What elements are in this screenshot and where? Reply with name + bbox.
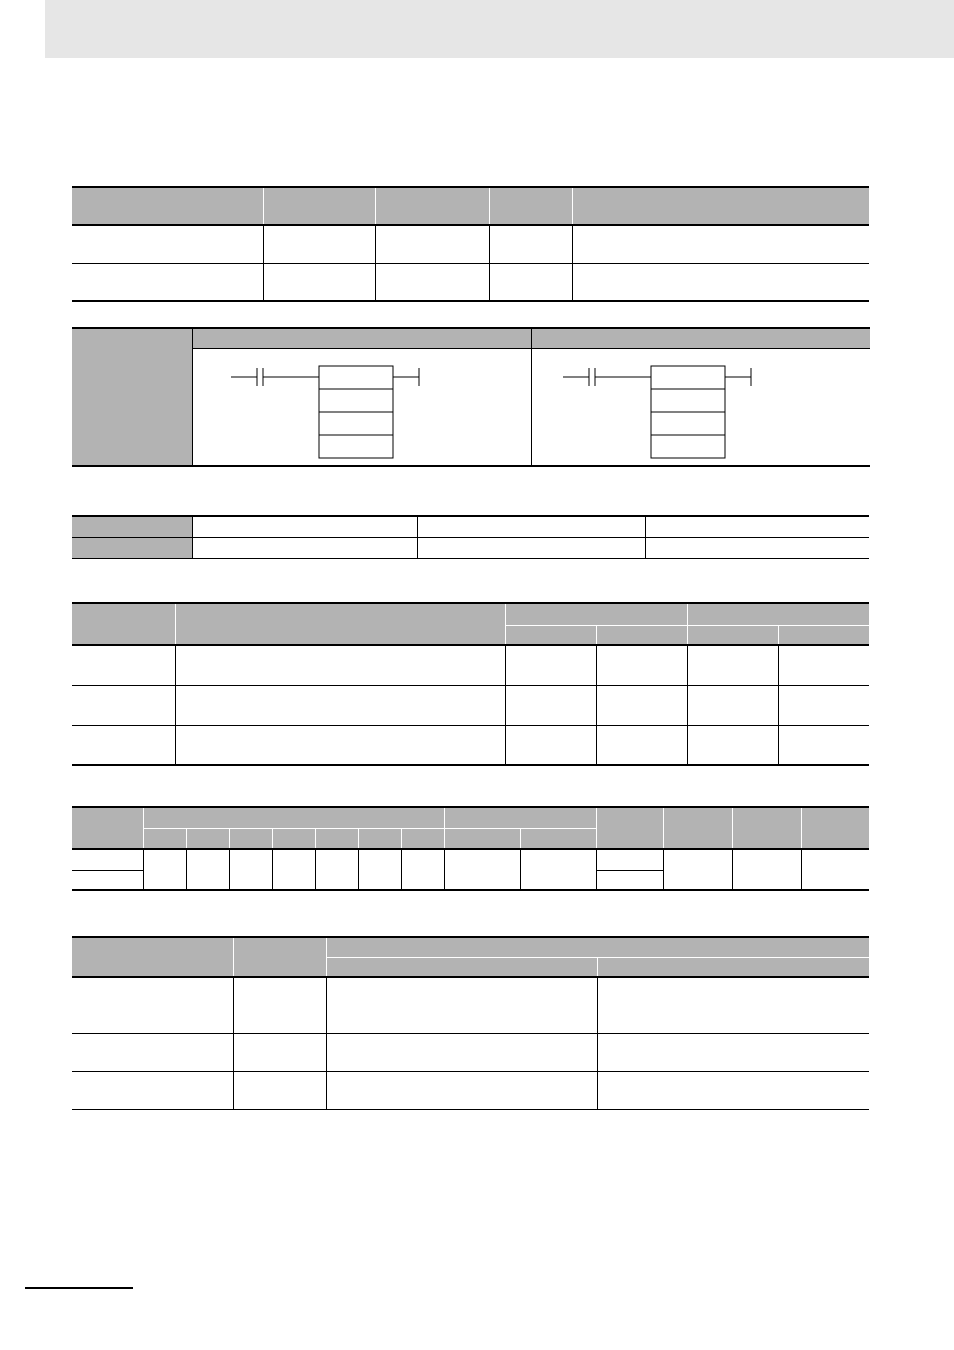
table-cell <box>597 977 869 1033</box>
table-cell <box>233 1071 326 1109</box>
table-row <box>72 725 869 765</box>
header-cell <box>687 603 869 625</box>
header-cell <box>358 828 401 849</box>
header-cell <box>72 937 233 977</box>
header-cell <box>272 828 315 849</box>
table-cell <box>229 849 272 890</box>
table-cell <box>175 685 505 725</box>
table-cell <box>272 849 315 890</box>
header-cell <box>72 603 175 645</box>
header-cell <box>143 807 444 828</box>
table-cell <box>186 849 229 890</box>
header-cell <box>229 828 272 849</box>
header-cell <box>505 625 596 645</box>
table-row <box>72 225 869 263</box>
table-cell <box>596 685 687 725</box>
table-cell <box>801 849 869 890</box>
table-cell <box>401 849 444 890</box>
table-cell <box>315 849 358 890</box>
table-cell <box>358 849 401 890</box>
table-cell <box>597 1071 869 1109</box>
table-cell <box>505 645 596 685</box>
table-cell <box>732 849 801 890</box>
header-cell <box>375 187 489 225</box>
header-cell <box>263 187 375 225</box>
table-cell <box>596 870 663 890</box>
table-cell <box>489 225 572 263</box>
row-label-cell <box>72 537 192 558</box>
table-row <box>72 263 869 301</box>
table-cell <box>596 849 663 870</box>
table-cell <box>778 725 869 765</box>
table-cell <box>72 977 233 1033</box>
header-cell <box>72 807 143 849</box>
header-cell <box>732 807 801 849</box>
operands-table <box>72 602 869 766</box>
table-cell <box>596 645 687 685</box>
header-cell <box>175 603 505 645</box>
table-cell <box>505 685 596 725</box>
table-cell <box>263 225 375 263</box>
table-cell <box>663 849 732 890</box>
table-cell <box>375 263 489 301</box>
table-cell <box>375 225 489 263</box>
table-cell <box>72 225 263 263</box>
header-cell <box>778 625 869 645</box>
table-cell <box>143 849 186 890</box>
table-row <box>72 977 869 1033</box>
header-cell <box>489 187 572 225</box>
table-row <box>72 1033 869 1071</box>
header-cell <box>326 937 869 957</box>
header-cell <box>326 957 597 977</box>
table-cell <box>687 645 778 685</box>
header-cell <box>596 807 663 849</box>
table-cell <box>192 537 417 558</box>
header-cell <box>444 807 596 828</box>
table-cell <box>417 537 645 558</box>
table-cell <box>778 685 869 725</box>
flags-table <box>72 936 869 1110</box>
table-cell <box>572 263 869 301</box>
variations-table <box>72 186 869 302</box>
footer-rule <box>25 1287 133 1289</box>
symbol-header-cell <box>531 328 870 348</box>
header-cell <box>72 187 263 225</box>
header-cell <box>233 937 326 977</box>
header-cell <box>663 807 732 849</box>
symbol-label-cell <box>72 328 192 466</box>
header-cell <box>801 807 869 849</box>
table-cell <box>778 645 869 685</box>
table-cell <box>233 1033 326 1071</box>
table-cell <box>175 725 505 765</box>
table-cell <box>72 263 263 301</box>
ladder-symbol-table <box>72 327 870 467</box>
program-areas-table <box>72 515 869 559</box>
table-cell <box>72 725 175 765</box>
table-cell <box>505 725 596 765</box>
table-row <box>72 685 869 725</box>
table-cell <box>444 849 520 890</box>
ladder-diagram <box>532 349 871 467</box>
table-cell <box>326 1071 597 1109</box>
table-row <box>72 537 869 558</box>
table-cell <box>687 685 778 725</box>
table-row <box>72 1071 869 1109</box>
operand-specifications-table <box>72 806 869 891</box>
table-cell <box>489 263 572 301</box>
header-cell <box>572 187 869 225</box>
header-cell <box>597 957 869 977</box>
table-cell <box>326 977 597 1033</box>
table-cell <box>687 725 778 765</box>
table-cell <box>72 870 143 890</box>
table-cell <box>72 849 143 870</box>
table-cell <box>192 516 417 537</box>
variations-header-row <box>72 187 869 225</box>
header-cell <box>444 828 520 849</box>
table-cell <box>645 516 869 537</box>
table-cell <box>520 849 596 890</box>
table-cell <box>596 725 687 765</box>
symbol-header-cell <box>192 328 531 348</box>
header-cell <box>143 828 186 849</box>
header-cell <box>505 603 687 625</box>
table-row <box>72 849 869 870</box>
table-cell <box>72 1033 233 1071</box>
header-cell <box>596 625 687 645</box>
table-cell <box>72 1071 233 1109</box>
table-cell <box>572 225 869 263</box>
header-cell <box>315 828 358 849</box>
header-cell <box>520 828 596 849</box>
table-cell <box>326 1033 597 1071</box>
table-cell <box>263 263 375 301</box>
page-header-band <box>45 0 954 58</box>
table-cell <box>597 1033 869 1071</box>
ladder-diagram <box>193 349 532 467</box>
header-cell <box>401 828 444 849</box>
table-cell <box>175 645 505 685</box>
table-cell <box>72 685 175 725</box>
ladder-diagram-cell <box>531 348 870 466</box>
ladder-diagram-cell <box>192 348 531 466</box>
header-cell <box>186 828 229 849</box>
header-cell <box>687 625 778 645</box>
table-cell <box>417 516 645 537</box>
table-cell <box>233 977 326 1033</box>
table-row <box>72 516 869 537</box>
table-row <box>72 645 869 685</box>
row-label-cell <box>72 516 192 537</box>
table-cell <box>645 537 869 558</box>
table-cell <box>72 645 175 685</box>
